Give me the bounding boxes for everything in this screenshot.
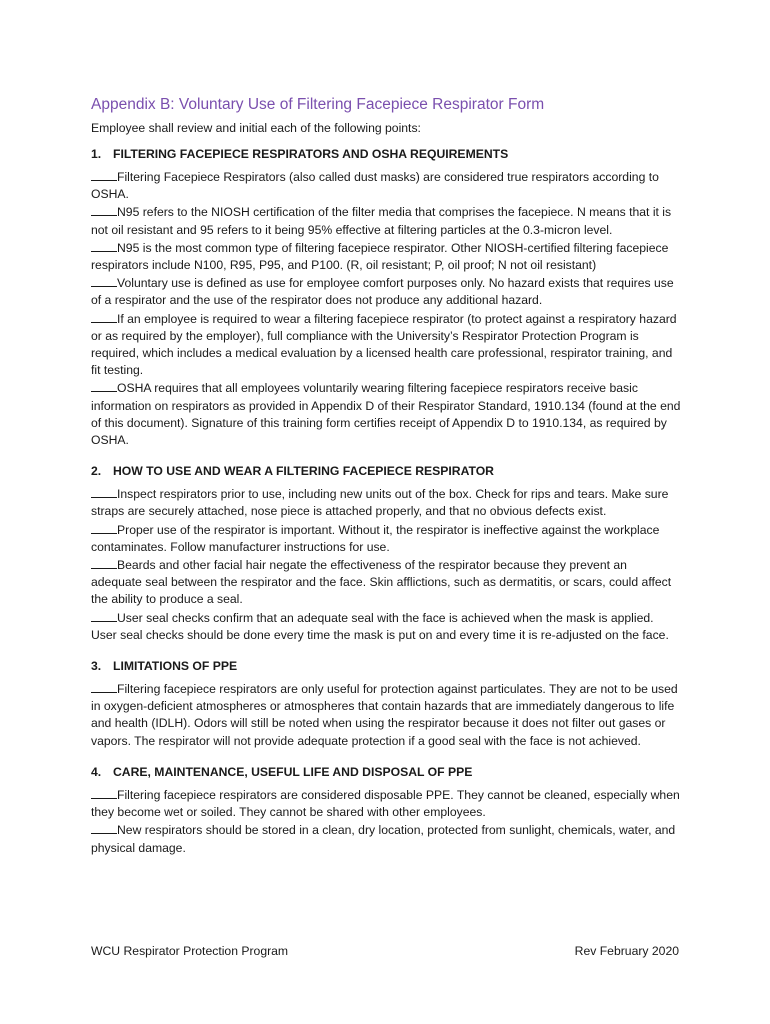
section-4	[91, 764, 681, 857]
initial-item	[91, 239, 681, 274]
item-text: Inspect respirators prior to use, including new units out of the box. Check for rips and tears. Make sure straps are securely attached, nose piece is attached properly, and that no obvious defects exist.	[91, 487, 669, 519]
initial-blank[interactable]	[91, 821, 117, 834]
initial-blank[interactable]	[91, 203, 117, 216]
item-text: Filtering facepiece respirators are only useful for protection against particulates. They are not to be used in oxygen-deficient atmospheres or atmospheres that contain hazards that are immediately dangerous to life and health (IDLH). Odors will still be noted when using the respirator because it does not filter out gases or vapors. The respirator will not provide adequate protection if a good seal with the face is not achieved.	[91, 682, 678, 748]
section-number: 1.	[91, 147, 102, 161]
initial-item	[91, 310, 681, 380]
item-text: Voluntary use is defined as use for employee comfort purposes only. No hazard exists that requires use of a respirator and the use of the respirator does not produce any additional hazard.	[91, 276, 674, 308]
initial-blank[interactable]	[91, 379, 117, 392]
item-text: N95 is the most common type of filtering facepiece respirator. Other NIOSH-certified filtering facepiece respirators include N100, R95, P95, and P100. (R, oil resistant; P, oil proof; N not oil resistant)	[91, 240, 669, 273]
initial-item	[91, 786, 681, 821]
section-heading	[91, 658, 681, 675]
section-heading	[91, 764, 681, 781]
initial-item	[91, 556, 681, 609]
section-title: FILTERING FACEPIECE RESPIRATORS AND OSHA REQUIREMENTS	[113, 147, 509, 161]
initial-item	[91, 203, 681, 238]
item-text: N95 refers to the NIOSH certification of the filter media that comprises the facepiece. N means that it is not oil resistant and 95 refers to it being 95% effective at filtering particles at the 0.3-micron level.	[91, 205, 672, 237]
section-number: 4.	[91, 764, 102, 779]
section-1	[91, 146, 681, 449]
initial-item	[91, 609, 681, 644]
initial-blank[interactable]	[91, 274, 117, 287]
item-text: New respirators should be stored in a clean, dry location, protected from sunlight, chemicals, water, and physical damage.	[91, 823, 676, 855]
section-heading	[91, 146, 681, 163]
initial-item	[91, 485, 681, 520]
initial-blank[interactable]	[91, 239, 117, 252]
item-text: Filtering Facepiece Respirators (also called dust masks) are considered true respirators according to OSHA.	[91, 170, 659, 202]
item-text: Proper use of the respirator is important. Without it, the respirator is ineffective against the workplace contaminates. Follow manufacturer instructions for use.	[91, 522, 660, 554]
section-title: LIMITATIONS OF PPE	[113, 659, 238, 674]
item-text: User seal checks confirm that an adequate seal with the face is achieved when the mask is applied. User seal checks should be done every time the mask is put on and every time it is re-adjusted on the face.	[91, 610, 669, 642]
initial-item	[91, 274, 681, 309]
initial-blank[interactable]	[91, 609, 117, 622]
section-title: HOW TO USE AND WEAR A FILTERING FACEPIECE RESPIRATOR	[113, 464, 494, 479]
page-footer	[91, 944, 679, 958]
initial-blank[interactable]	[91, 680, 117, 693]
section-heading	[91, 463, 681, 480]
initial-item	[91, 168, 681, 203]
section-2	[91, 463, 681, 644]
intro-text: Employee shall review and initial each of the following points:	[91, 121, 421, 135]
section-number: 2.	[91, 464, 102, 479]
item-text: Beards and other facial hair negate the effectiveness of the respirator because they prevent an adequate seal between the respirator and the face. Skin afflictions, such as dermatitis, or scars, could affect the ability to produce a seal.	[91, 558, 672, 607]
item-text: If an employee is required to wear a filtering facepiece respirator (to protect against a respiratory hazard or as required by the employer), full compliance with the University’s Respirator Protection Program is required, which includes a medical evaluation by a licensed health care professional, respirator training, and fit testing.	[91, 311, 677, 378]
section-number: 3.	[91, 659, 102, 674]
initial-item	[91, 379, 681, 449]
initial-blank[interactable]	[91, 786, 117, 799]
footer-revision: Rev February 2020	[574, 944, 679, 958]
item-text: Filtering facepiece respirators are considered disposable PPE. They cannot be cleaned, especially when they become wet or soiled. They cannot be shared with other employees.	[91, 787, 680, 820]
initial-item	[91, 680, 681, 750]
initial-blank[interactable]	[91, 485, 117, 498]
initial-blank[interactable]	[91, 168, 117, 181]
footer-program-name: WCU Respirator Protection Program	[91, 944, 289, 958]
initial-item	[91, 521, 681, 556]
initial-blank[interactable]	[91, 310, 117, 323]
section-3	[91, 658, 681, 750]
item-text: OSHA requires that all employees voluntarily wearing filtering facepiece respirators receive basic information on respirators as provided in Appendix D of their Respirator Standard, 1910.134 (found at the end of this document). Signature of this training form certifies receipt of Appendix D to 1910.134, as required by OSHA.	[91, 381, 681, 448]
document-body	[91, 95, 681, 871]
page-title: Appendix B: Voluntary Use of Filtering Facepiece Respirator Form	[91, 96, 545, 113]
section-title: CARE, MAINTENANCE, USEFUL LIFE AND DISPOSAL OF PPE	[113, 764, 473, 779]
initial-blank[interactable]	[91, 521, 117, 534]
initial-blank[interactable]	[91, 556, 117, 569]
initial-item	[91, 821, 681, 856]
